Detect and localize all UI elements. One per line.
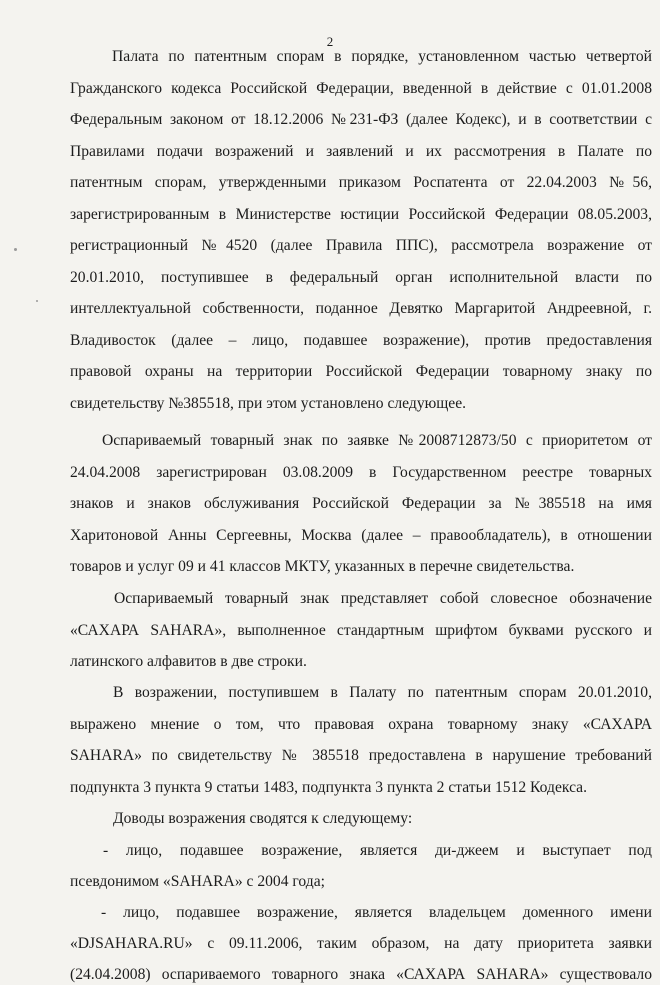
- paragraph-3-line-2: «САХАРА SAHARA», выполненное стандартным шрифтом буквами русского и: [70, 622, 652, 639]
- paragraph-1-line-7: регистрационный №4520 (далее Правила ППС), рассмотрела возражение от: [70, 237, 652, 254]
- paragraph-2-line-1: Оспариваемый товарный знак по заявке №2008712873/50 с приоритетом от: [102, 432, 652, 449]
- paragraph-1-line-5: патентным спорам, утвержденными приказом Роспатента от 22.04.2003 №56,: [70, 174, 652, 191]
- paragraph-1-line-2: Гражданского кодекса Российской Федерации, введенной в действие с 01.01.2008: [70, 80, 652, 97]
- paragraph-7-line-2: «DJSAHARA.RU» с 09.11.2006, таким образом, на дату приоритета заявки: [70, 935, 652, 952]
- page-number: 2: [326, 34, 334, 49]
- paragraph-1-line-12: свидетельству №385518, при этом установлено следующее.: [70, 395, 467, 412]
- paragraph-6-line-2: псевдонимом «SAHARA» с 2004 года;: [70, 873, 325, 890]
- paragraph-3-line-1: Оспариваемый товарный знак представляет собой словесное обозначение: [114, 590, 652, 607]
- paragraph-4-line-3: SAHARA» по свидетельству № 385518 предоставлена в нарушение требований: [70, 747, 652, 764]
- paragraph-1-line-9: интеллектуальной собственности, поданное Девятко Маргаритой Андреевной, г.: [70, 300, 652, 317]
- paragraph-1-line-1: Палата по патентным спорам в порядке, установленном частью четвертой: [112, 48, 652, 65]
- paragraph-1-line-11: правовой охраны на территории Российской Федерации товарному знаку по: [70, 363, 652, 380]
- paragraph-4-line-1: В возражении, поступившем в Палату по патентным спорам 20.01.2010,: [113, 684, 652, 701]
- paragraph-2-line-2: 24.04.2008 зарегистрирован 03.08.2009 в Государственном реестре товарных: [70, 464, 652, 481]
- paragraph-6-line-1: - лицо, подавшее возражение, является ди-джеем и выступает под: [103, 842, 652, 859]
- paragraph-1-line-4: Правилами подачи возражений и заявлений и их рассмотрения в Палате по: [70, 143, 652, 160]
- paragraph-2-line-5: товаров и услуг 09 и 41 классов МКТУ, указанных в перечне свидетельства.: [70, 558, 575, 575]
- paragraph-1-line-6: зарегистрированным в Министерстве юстиции Российской Федерации 08.05.2003,: [70, 206, 652, 223]
- paragraph-4-line-4: подпункта 3 пункта 9 статьи 1483, подпункта 3 пункта 2 статьи 1512 Кодекса.: [70, 779, 588, 796]
- paragraph-7-line-1: - лицо, подавшее возражение, является владельцем доменного имени: [101, 904, 652, 921]
- paragraph-2-line-3: знаков и знаков обслуживания Российской Федерации за №385518 на имя: [70, 495, 652, 512]
- scan-speck: [14, 248, 17, 251]
- paragraph-1-line-10: Владивосток (далее – лицо, подавшее возражение), против предоставления: [70, 332, 652, 349]
- paragraph-1-line-8: 20.01.2010, поступившее в федеральный орган исполнительной власти по: [70, 269, 652, 286]
- paragraph-5-line-1: Доводы возражения сводятся к следующему:: [113, 810, 413, 827]
- paragraph-3-line-3: латинского алфавитов в две строки.: [70, 653, 307, 670]
- paragraph-4-line-2: выражено мнение о том, что правовая охрана товарному знаку «САХАРА: [70, 716, 652, 733]
- paragraph-7-line-3: (24.04.2008) оспариваемого товарного знака «САХАРА SAHARA» существовало: [70, 966, 652, 983]
- paragraph-2-line-4: Харитоновой Анны Сергеевны, Москва (далее – правообладатель), в отношении: [70, 527, 652, 544]
- paragraph-1-line-3: Федеральным законом от 18.12.2006 №231-ФЗ (далее Кодекс), и в соответствии с: [70, 111, 652, 128]
- scan-speck: [36, 300, 38, 302]
